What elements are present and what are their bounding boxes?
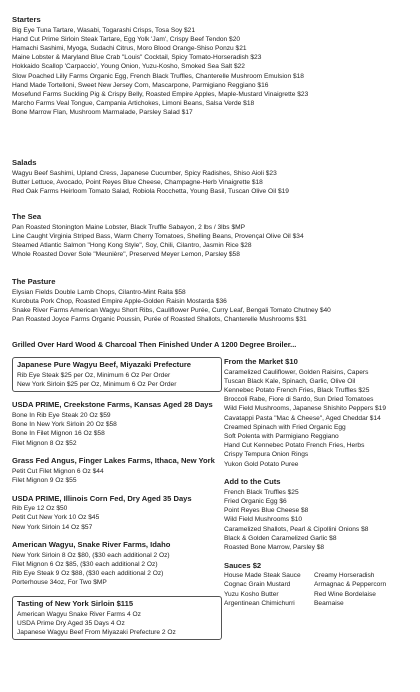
sauce-item: Argentinean Chimichurri (224, 599, 295, 607)
grilled-heading: Grilled Over Hard Wood & Charcoal Then Finished Under A 1200 Degree Broiler... (12, 340, 297, 349)
menu-item: Hokkaido Scallop 'Carpaccio', Young Onion, Yuzu-Kosho, Smoked Sea Salt $22 (12, 63, 245, 71)
section-from-the-market (224, 357, 414, 469)
menu-item: Japanese Wagyu Beef From Miyazaki Prefecture 2 Oz (17, 628, 176, 636)
menu-item: Rib Eye 12 Oz $50 (12, 505, 68, 513)
menu-item: Hand Cut Kennebec Potato French Fries, Herbs (224, 442, 365, 450)
menu-item: Snake River Farms American Wagyu Short Ribs, Cauliflower Purée, Curry Leaf, Bengali Tomato Chutney $40 (12, 306, 331, 314)
menu-item: Elysian Fields Double Lamb Chops, Cilantro-Mint Raita $58 (12, 288, 186, 296)
menu-item: Black & Golden Caramelized Garlic $8 (224, 534, 337, 542)
section-title: Starters (12, 15, 41, 24)
menu-item: Kurobuta Pork Chop, Roasted Empire Apple-Golden Raisin Mostarda $36 (12, 297, 227, 305)
menu-item: USDA Prime Dry Aged 35 Days 4 Oz (17, 619, 125, 627)
sauce-item: Red Wine Bordelaise (314, 590, 376, 598)
section-salads (12, 158, 414, 196)
menu-item: Hand Cut Prime Sirloin Steak Tartare, Egg Yolk 'Jam', Crispy Beef Tendon $20 (12, 35, 241, 43)
menu-item: Cavatappi Pasta "Mac & Cheese", Aged Cheddar $14 (224, 414, 381, 422)
menu-item: Point Reyes Blue Cheese $8 (224, 507, 309, 515)
menu-item: Creamed Spinach with Fried Organic Egg (224, 423, 346, 431)
menu-item: Butter Lettuce, Avocado, Point Reyes Blue Cheese, Champagne-Herb Vinaigrette $18 (12, 178, 263, 186)
menu-item: Red Oak Farms Heirloom Tomato Salad, Robiola Rocchetta, Young Basil, Tuscan Olive Oil $19 (12, 187, 289, 195)
section-title: USDA PRIME, Creekstone Farms, Kansas Aged 28 Days (12, 400, 213, 410)
menu-item: Crispy Tempura Onion Rings (224, 451, 309, 459)
section-title: USDA PRIME, Illinois Corn Fed, Dry Aged 35 Days (12, 493, 192, 503)
menu-item: Marcho Farms Veal Tongue, Campania Artichokes, Limoni Beans, Salsa Verde $18 (12, 100, 255, 108)
section-the-pasture (12, 277, 414, 324)
menu-item: New York Sirloin 8 Oz $80, ($30 each additional 2 Oz) (12, 551, 170, 559)
menu-item: American Wagyu Snake River Farms 4 Oz (17, 610, 141, 618)
menu-item: Bone Marrow Flan, Mushroom Marmalade, Parsley Salad $17 (12, 109, 193, 117)
menu-item: Filet Mignon 9 Oz $55 (12, 476, 77, 484)
menu-item: Roasted Bone Marrow, Parsley $8 (224, 543, 325, 551)
menu-item: Porterhouse 34oz, For Two $MP (12, 579, 107, 587)
section-add-to-the-cuts (224, 477, 414, 552)
sauce-item: Armagnac & Peppercorn (314, 581, 387, 589)
steaks-column (12, 357, 222, 640)
menu-item: Pan Roasted Joyce Farms Organic Poussin, Purée of Roasted Shallots, Chanterelle Mushrooms $31 (12, 316, 307, 324)
miyazaki-box (12, 357, 222, 392)
menu-item: Petit Cut Filet Mignon 6 Oz $44 (12, 467, 104, 475)
menu-item: Pan Roasted Stonington Maine Lobster, Black Truffle Sabayon, 2 lbs / 3lbs $MP (12, 223, 245, 231)
menu-item: Whole Roasted Dover Sole "Meunière", Preserved Meyer Lemon, Parsley $58 (12, 251, 240, 259)
menu-item: Caramelized Shallots, Pearl & Cipollini Onions $8 (224, 525, 369, 533)
section-title: Japanese Pure Wagyu Beef, Miyazaki Prefecture (17, 360, 192, 369)
menu-item: Filet Mignon 6 Oz $85, ($30 each additional 2 Oz) (12, 560, 158, 568)
menu-item: Wild Field Mushrooms, Japanese Shishito Peppers $19 (224, 405, 386, 413)
section-idaho (12, 540, 222, 587)
tasting-box (12, 596, 222, 640)
menu-item: Bone In Rib Eye Steak 20 Oz $59 (12, 411, 111, 419)
menu-item: Rib Eye Steak $25 per Oz, Minimum 6 Oz Per Order (17, 371, 171, 379)
sauce-item: House Made Steak Sauce (224, 572, 301, 580)
sauce-item: Cognac Grain Mustard (224, 581, 291, 589)
section-illinois (12, 494, 222, 532)
menu-item: Big Eye Tuna Tartare, Wasabi, Togarashi Crisps, Tosa Soy $21 (12, 26, 196, 34)
menu-item: Caramelized Cauliflower, Golden Raisins, Capers (224, 368, 369, 376)
menu-item: French Black Truffles $25 (224, 488, 299, 496)
menu-item: Fried Organic Egg $6 (224, 497, 287, 505)
menu-item: New York Sirloin $25 per Oz, Minimum 6 Oz Per Order (17, 380, 177, 388)
menu-item: Hand Made Tortelloni, Sweet New Jersey Corn, Mascarpone, Parmigiano Reggiano $16 (12, 81, 269, 89)
menu-item: New York Sirloin 14 Oz $57 (12, 523, 93, 531)
section-title: The Pasture (12, 277, 56, 286)
menu-item: Soft Polenta with Parmigiano Reggiano (224, 432, 339, 440)
menu-item: Wild Field Mushrooms $10 (224, 516, 303, 524)
section-title: Tasting of New York Sirloin $115 (17, 599, 134, 609)
menu-item: Line Caught Virginia Striped Bass, Warm Cherry Tomatoes, Shelling Beans, Provençal Olive Oil $34 (12, 232, 304, 240)
section-sauces (224, 561, 414, 608)
menu-item: Bone In New York Sirloin 20 Oz $58 (12, 421, 117, 429)
section-title: Sauces $2 (224, 560, 262, 570)
menu-item: Filet Mignon 8 Oz $52 (12, 439, 77, 447)
sauce-item: Creamy Horseradish (314, 572, 375, 580)
section-title: From the Market $10 (224, 357, 298, 366)
menu-item: Tuscan Black Kale, Spinach, Garlic, Olive Oil (224, 377, 356, 385)
menu-item: Hamachi Sashimi, Myoga, Sudachi Citrus, Moro Blood Orange-Shiso Ponzu $21 (12, 44, 247, 52)
section-title: Grass Fed Angus, Finger Lakes Farms, Ithaca, New York (12, 456, 215, 466)
section-title: Salads (12, 158, 37, 167)
sauces-grid (224, 571, 414, 608)
section-the-sea (12, 212, 414, 259)
section-title: American Wagyu, Snake River Farms, Idaho (12, 540, 171, 550)
section-title: Add to the Cuts (224, 477, 281, 487)
menu-item: Kennebec Potato French Fries, Black Truffles $25 (224, 386, 370, 394)
sauce-item: Yuzu Kosho Butter (224, 590, 279, 598)
menu-item: Bone In Filet Mignon 16 Oz $58 (12, 430, 105, 438)
section-creekstone (12, 400, 222, 447)
menu-item: Maine Lobster & Maryland Blue Crab "Louis" Cocktail, Spicy Tomato-Horseradish $23 (12, 54, 262, 62)
menu-item: Yukon Gold Potato Puree (224, 460, 299, 468)
sides-column (224, 357, 414, 608)
menu-item: Broccoli Rabe, Fiore di Sardo, Sun Dried Tomatoes (224, 396, 374, 404)
menu-item: Slow Poached Lilly Farms Organic Egg, French Black Truffles, Chanterelle Mushroom Emulsion $18 (12, 72, 304, 80)
section-title: The Sea (12, 212, 42, 221)
menu-item: Steamed Atlantic Salmon "Hong Kong Style", Soy, Chili, Cilantro, Jasmin Rice $28 (12, 241, 252, 249)
menu-item: Rib Eye Steak 9 Oz $88, ($30 each additional 2 Oz) (12, 570, 164, 578)
menu-item: Wagyu Beef Sashimi, Upland Cress, Japanese Cucumber, Spicy Radishes, Shiso Aioli $23 (12, 169, 277, 177)
sauce-item: Bearnaise (314, 599, 344, 607)
section-grass-fed (12, 456, 222, 485)
section-starters (12, 15, 414, 118)
menu-item: Mosefund Farms Suckling Pig & Crispy Belly, Roasted Empire Apples, Maple-Mustard Vinaigrette $23 (12, 90, 309, 98)
menu-item: Petit Cut New York 10 Oz $45 (12, 514, 100, 522)
